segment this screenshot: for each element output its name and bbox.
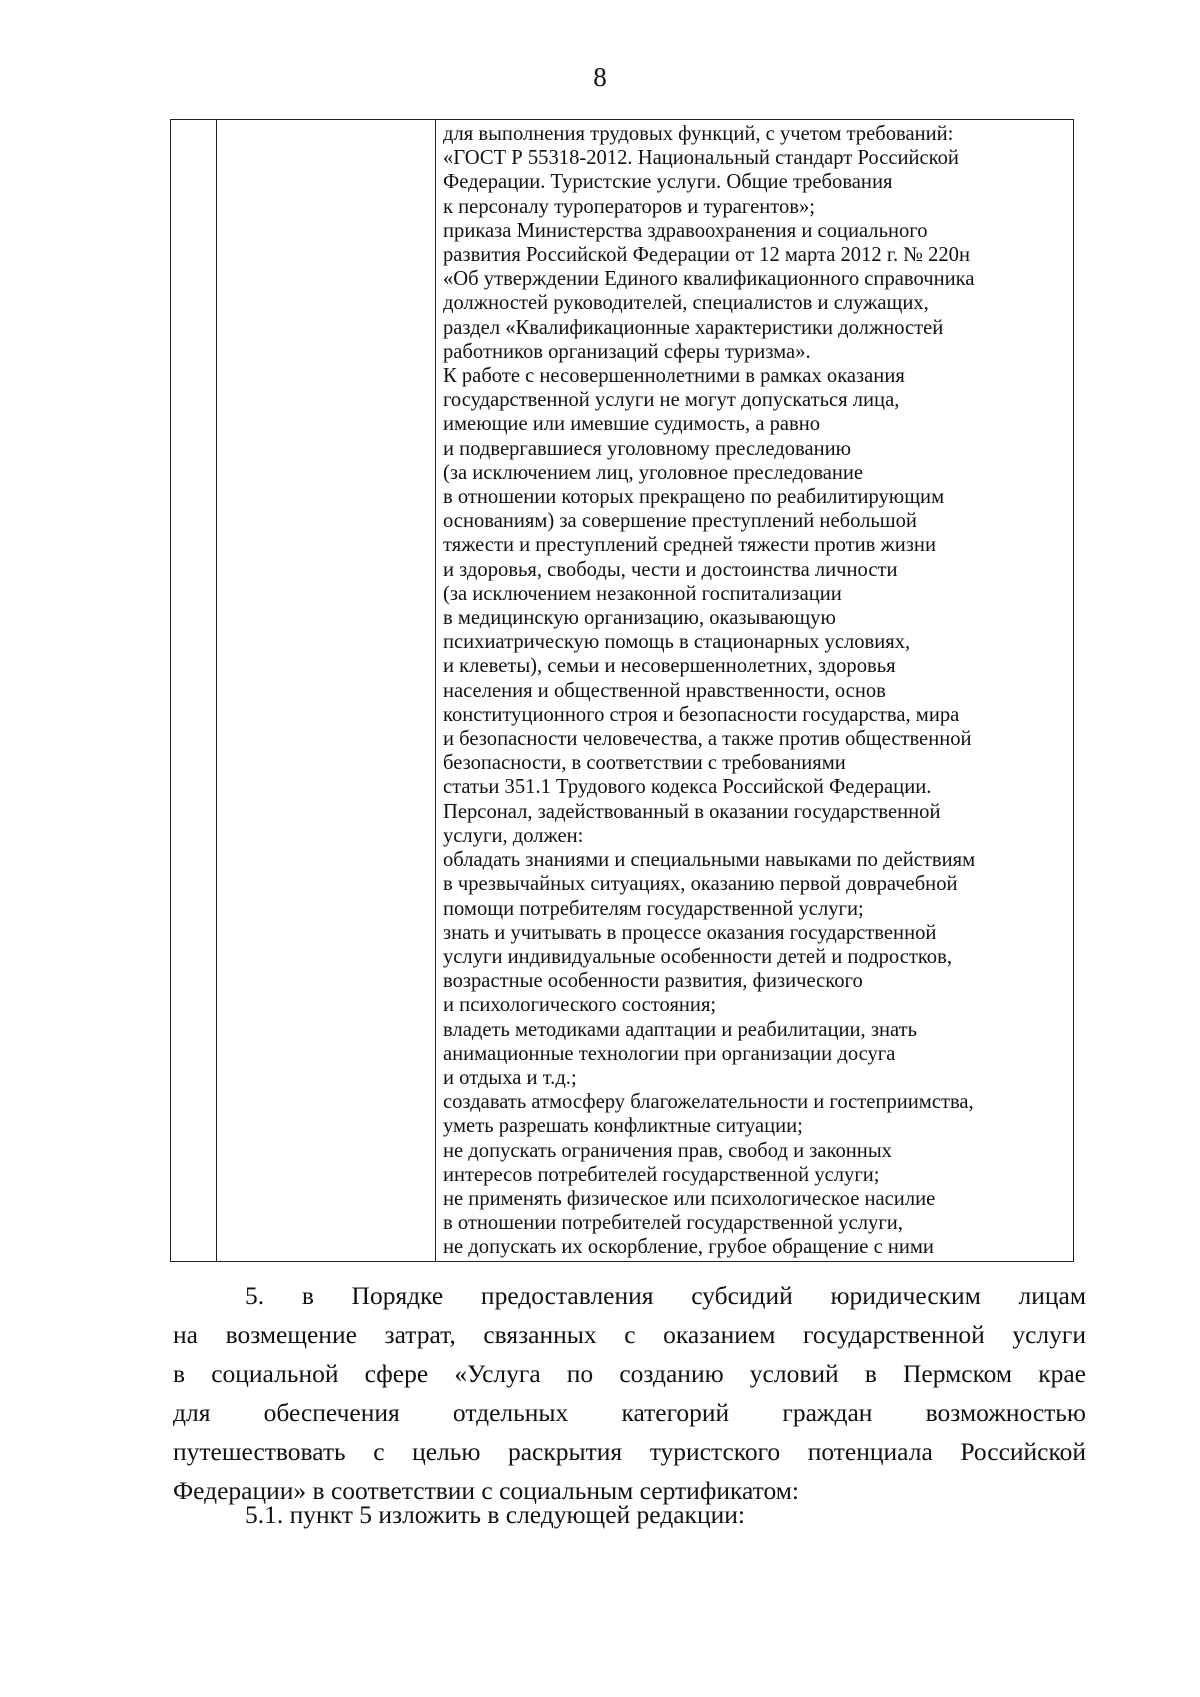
table-text-line: для выполнения трудовых функций, с учетом требований: [443, 123, 954, 145]
table-text-line: Федерации. Туристские услуги. Общие требования [443, 171, 893, 194]
paragraph-5-1 [173, 1495, 1086, 1534]
paragraph-5 [173, 1276, 1086, 1510]
table-text-line: тяжести и преступлений средней тяжести против жизни [443, 534, 936, 557]
table-text-line: и безопасности человечества, а также против общественной [443, 728, 972, 751]
table-text-line: анимационные технологии при организации досуга [443, 1042, 896, 1065]
table-text-line: имеющие или имевшие судимость, а равно [443, 413, 821, 436]
table-row [171, 120, 1074, 1262]
table-text-line: статьи 351.1 Трудового кодекса Российской Федерации. [443, 776, 932, 799]
page-number: 8 [593, 62, 607, 92]
table-text-line: услуги, должен: [443, 824, 584, 847]
table-text-line: в медицинскую организацию, оказывающую [443, 607, 836, 630]
requirements-table [170, 119, 1074, 1262]
table-text-line: создавать атмосферу благожелательности и гостеприимства, [443, 1091, 974, 1114]
table-text-line: и психологического состояния; [443, 994, 717, 1017]
table-text-line: Персонал, задействованный в оказании государственной [443, 800, 941, 823]
table-text-line: приказа Министерства здравоохранения и социального [443, 219, 928, 242]
table-text-line: возрастные особенности развития, физического [443, 970, 863, 993]
table-text-line: (за исключением лиц, уголовное преследование [443, 461, 864, 484]
table-text-line: помощи потребителям государственной услуги; [443, 897, 864, 920]
table-text-line: владеть методиками адаптации и реабилитации, знать [443, 1018, 917, 1041]
table-cell-requirements [436, 120, 1074, 1262]
table-text-line: психиатрическую помощь в стационарных условиях, [443, 631, 911, 654]
table-text-line: раздел «Квалификационные характеристики должностей [443, 316, 944, 339]
table-text-line: не допускать ограничения прав, свобод и законных [443, 1139, 892, 1162]
table-text-line: и клеветы), семьи и несовершеннолетних, здоровья [443, 655, 896, 678]
table-text-line: должностей руководителей, специалистов и служащих, [443, 292, 929, 315]
paragraph-line: для обеспечения отдельных категорий граждан возможностью [173, 1398, 1086, 1427]
paragraph-line: Федерации» в соответствии с социальным сертификатом: [173, 1476, 799, 1505]
table-text-line: К работе с несовершеннолетними в рамках оказания [443, 365, 905, 388]
table-text-line: обладать знаниями и специальными навыками по действиям [443, 849, 976, 872]
table-text-line: услуги индивидуальные особенности детей и подростков, [443, 945, 952, 968]
table-text-line: и здоровья, свободы, чести и достоинства личности [443, 558, 898, 581]
paragraph-line: путешествовать с целью раскрытия туристского потенциала Российской [173, 1437, 1086, 1466]
table-cell-empty-1 [171, 120, 217, 1262]
table-text-line: в чрезвычайных ситуациях, оказанию первой доврачебной [443, 873, 958, 896]
table-text-line: конституционного строя и безопасности государства, мира [443, 703, 960, 726]
table-text-line: уметь разрешать конфликтные ситуации; [443, 1115, 803, 1138]
table-text-line: основаниям) за совершение преступлений небольшой [443, 510, 917, 533]
table-text-line: государственной услуги не могут допускаться лица, [443, 389, 900, 412]
paragraph-line: в социальной сфере «Услуга по созданию условий в Пермском крае [173, 1359, 1086, 1388]
table-text-line: «Об утверждении Единого квалификационного справочника [443, 268, 975, 291]
table-text-line: к персоналу туроператоров и турагентов»; [443, 195, 816, 218]
table-text-line: (за исключением незаконной госпитализации [443, 582, 842, 605]
table-text-line: и отдыха и т.д.; [443, 1066, 577, 1089]
table-cell-empty-2 [217, 120, 436, 1262]
table-text-line: в отношении которых прекращено по реабилитирующим [443, 486, 945, 509]
table-text-line: безопасности, в соответствии с требованиями [443, 752, 846, 775]
table-text-line: не допускать их оскорбление, грубое обращение с ними [443, 1236, 934, 1259]
paragraph-line: 5. в Порядке предоставления субсидий юридическим лицам [245, 1281, 1086, 1310]
table-text-line: интересов потребителей государственной услуги; [443, 1163, 880, 1186]
table-text-line: знать и учитывать в процессе оказания государственной [443, 921, 937, 944]
table-text-line: населения и общественной нравственности, основ [443, 679, 886, 702]
table-text-line: развития Российской Федерации от 12 марта 2012 г. № 220н [443, 244, 970, 267]
table-text-line: не применять физическое или психологическое насилие [443, 1187, 936, 1210]
table-text-line: работников организаций сферы туризма». [443, 340, 811, 363]
paragraph-line: 5.1. пункт 5 изложить в следующей редакции: [245, 1500, 745, 1529]
table-text-line: в отношении потребителей государственной услуги, [443, 1212, 903, 1235]
paragraph-line: на возмещение затрат, связанных с оказанием государственной услуги [173, 1320, 1086, 1349]
table-text-line: «ГОСТ Р 55318-2012. Национальный стандарт Российской [443, 147, 959, 170]
requirements-text [436, 120, 1073, 1260]
table-text-line: и подвергавшиеся уголовному преследованию [443, 437, 852, 460]
